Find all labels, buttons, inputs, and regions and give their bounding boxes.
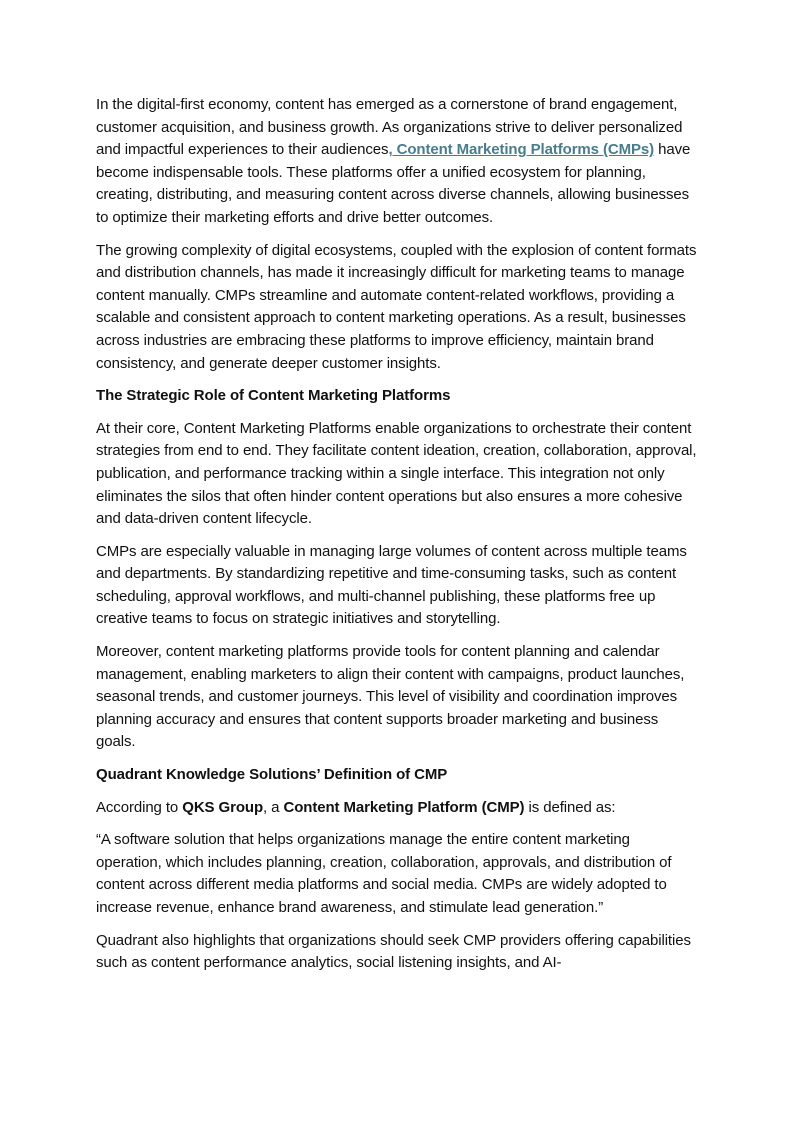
according-text-b: , a [263, 798, 284, 816]
paragraph-planning: Moreover, content marketing platforms provide tools for content planning and calendar management, enabling marketers to align their content with campaigns, product launches, seasonal trends, and customer journeys. This level of visibility and coordination improves planning accuracy and ensures that content supports broader marketing and business goals. [96, 643, 685, 751]
cmp-term: Content Marketing Platform (CMP) [283, 798, 525, 816]
paragraph-intro [96, 94, 698, 230]
paragraph-volumes: CMPs are especially valuable in managing large volumes of content across multiple teams and departments. By standardizing repetitive and time-consuming tasks, such as content scheduling, approval workflows, and multi-channel publishing, these platforms free up creative teams to focus on strategic initiatives and storytelling. [96, 542, 687, 628]
qks-group-name: QKS Group [182, 798, 264, 816]
paragraph-intro-text-b: have become indispensable tools. These platforms offer a unified ecosystem for planning, creating, distributing, and measuring content across diverse channels, allowing businesses to optimize their marketing efforts and drive better outcomes. [96, 141, 691, 226]
paragraph-according [96, 797, 698, 820]
according-text-a: According to [96, 798, 183, 816]
heading-strategic-role: The Strategic Role of Content Marketing Platforms [96, 387, 451, 405]
paragraph-definition-quote: “A software solution that helps organizations manage the entire content marketing operation, which includes planning, creation, collaboration, approvals, and distribution of content across different media platforms and social media. CMPs are widely adopted to increase revenue, enhance brand awareness, and stimulate lead generation.” [96, 831, 672, 916]
paragraph-quadrant-highlights: Quadrant also highlights that organizations should seek CMP providers offering capabilities such as content performance analytics, social listening insights, and AI- [96, 931, 691, 972]
according-text-c: is defined as: [524, 798, 616, 816]
heading-definition: Quadrant Knowledge Solutions’ Definition of CMP [96, 766, 448, 784]
paragraph-intro-text-a: In the digital-first economy, content has emerged as a cornerstone of brand engagement, customer acquisition, and business growth. As organizations strive to deliver personalized and impactful experiences to their audiences [96, 96, 683, 159]
cmp-link[interactable]: , Content Marketing Platforms (CMPs) [388, 141, 655, 159]
paragraph-core: At their core, Content Marketing Platforms enable organizations to orchestrate their content strategies from end to end. They facilitate content ideation, creation, collaboration, approval, publication, and performance tracking within a single interface. This integration not only eliminates the silos that often hinder content operations but also ensures a more cohesive and data-driven content lifecycle. [96, 419, 697, 528]
paragraph-complexity: The growing complexity of digital ecosystems, coupled with the explosion of content formats and distribution channels, has made it increasingly difficult for marketing teams to manage content manually. CMPs streamline and automate content-related workflows, providing a scalable and consistent approach to content marketing operations. As a result, businesses across industries are embracing these platforms to improve efficiency, maintain brand consistency, and generate deeper customer insights. [96, 241, 697, 372]
